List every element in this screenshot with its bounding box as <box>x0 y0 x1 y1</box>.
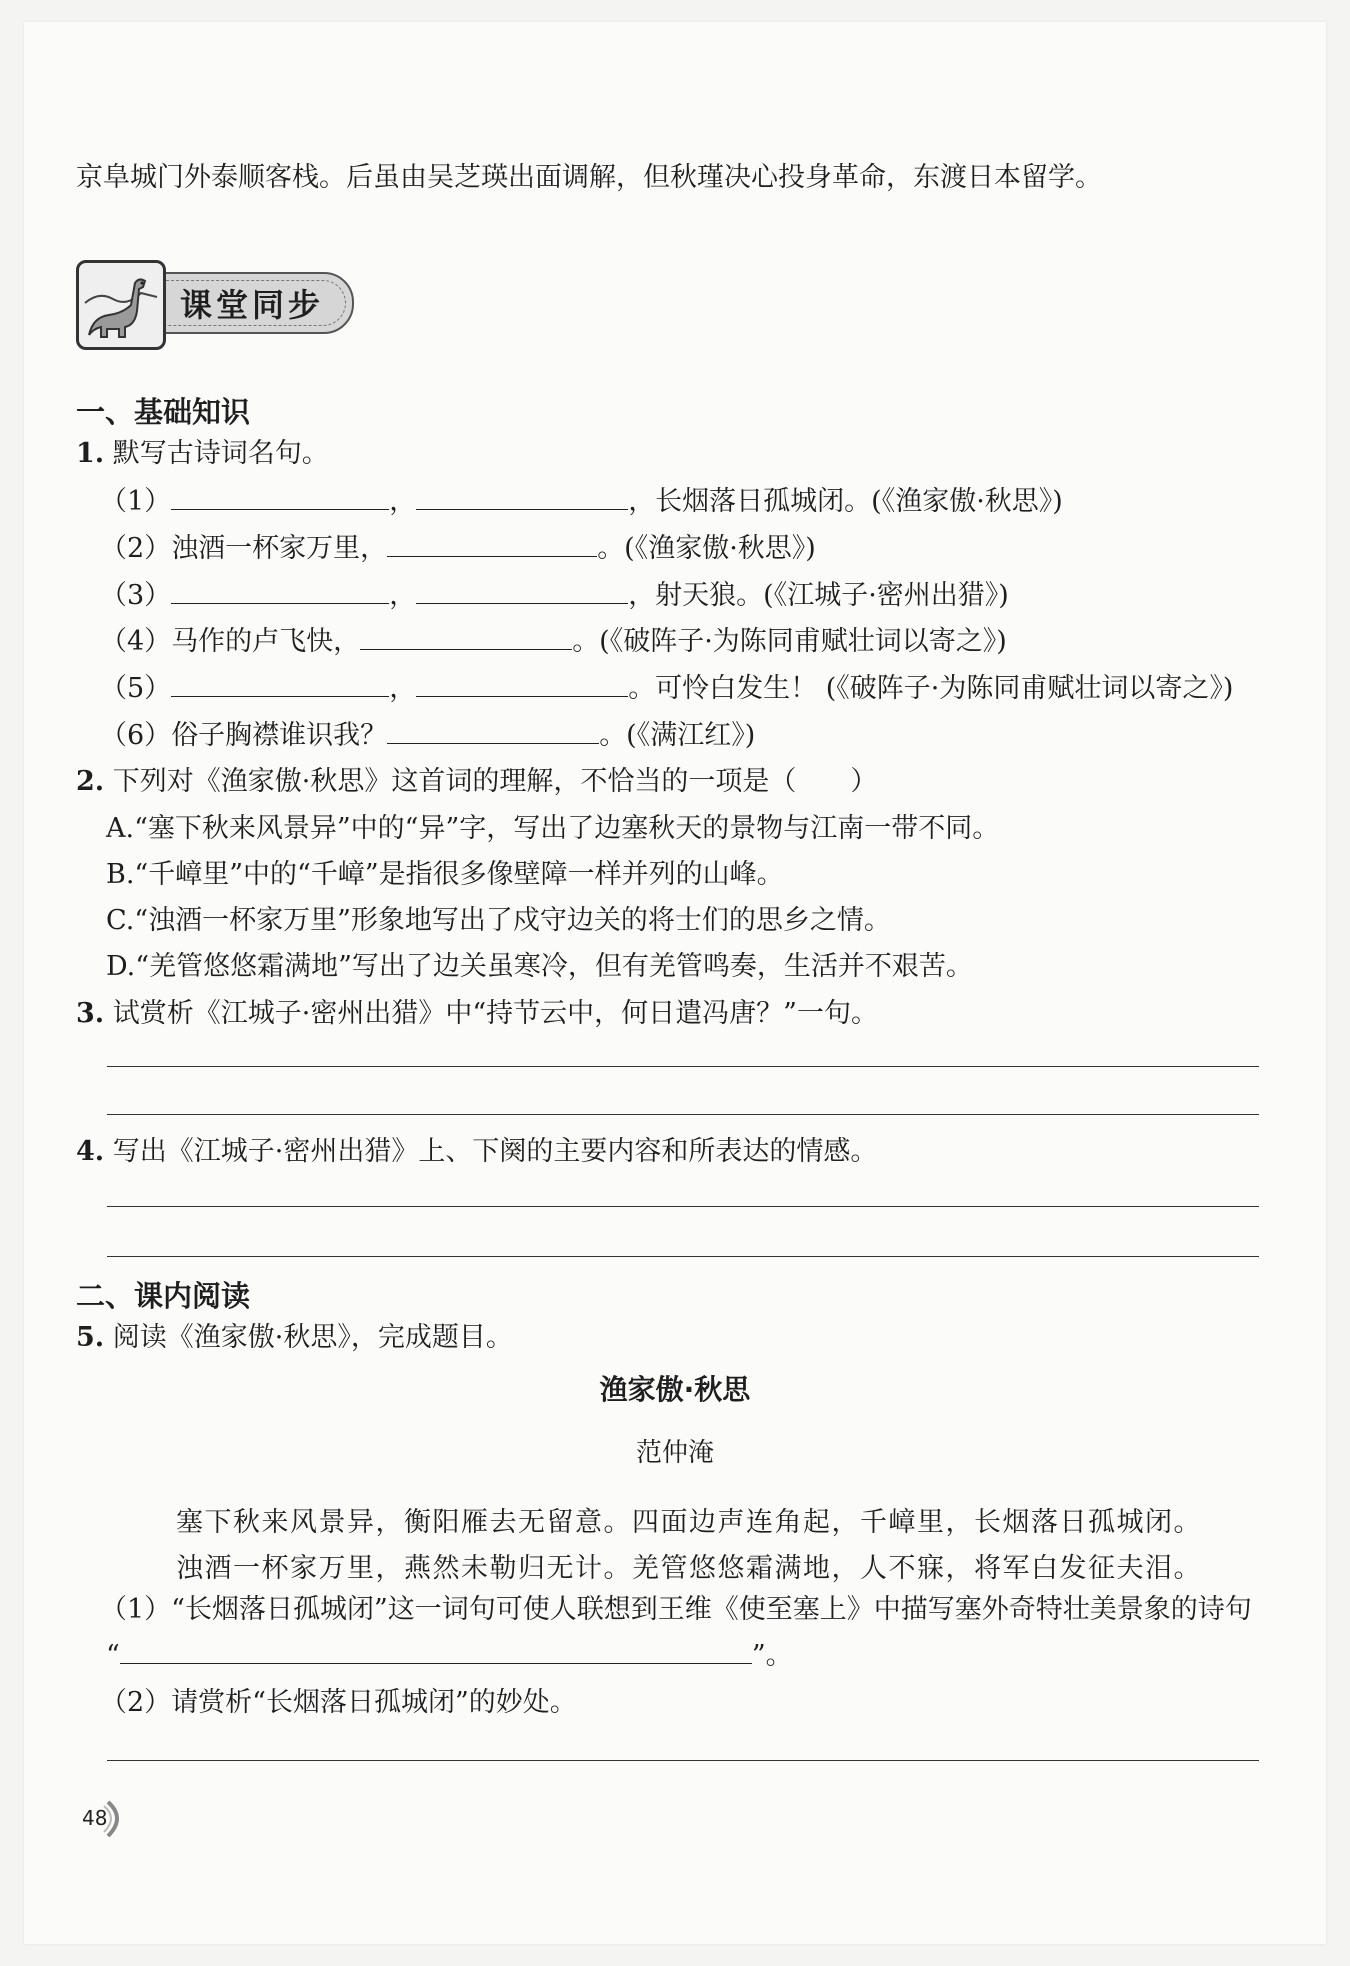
question-stem: 默写古诗词名句。 <box>112 438 329 469</box>
section-badge <box>76 260 354 344</box>
q1-item-2: （2）浊酒一杯家万里， 。(《渔家傲·秋思》) <box>100 533 816 564</box>
item-label: （5） <box>100 673 172 704</box>
question-number: 3. <box>76 998 105 1029</box>
answer-blank[interactable] <box>171 485 389 510</box>
answer-line[interactable] <box>107 1760 1259 1761</box>
answer-blank[interactable] <box>387 532 597 557</box>
question-stem: 试赏析《江城子·密州出猎》中“持节云中，何日遣冯唐？”一句。 <box>112 998 878 1029</box>
answer-line[interactable] <box>107 1256 1259 1257</box>
question-number: 4. <box>76 1136 105 1167</box>
poem-line-2: 浊酒一杯家万里，燕然未勒归无计。羌管悠悠霜满地，人不寐，将军白发征夫泪。 <box>176 1553 1202 1584</box>
q1-item-5: （5） ， 。可怜白发生！ (《破阵子·为陈同甫赋壮词以寄之》) <box>100 673 1234 704</box>
answer-blank[interactable] <box>416 672 628 697</box>
q2-option-d: D.“羌管悠悠霜满地”写出了边关虽寒冷，但有羌管鸣奏，生活并不艰苦。 <box>106 951 973 982</box>
question-4 <box>76 1134 877 1170</box>
question-number: 2. <box>76 766 105 797</box>
item-label: （6） <box>100 720 172 751</box>
question-2 <box>76 764 877 800</box>
q1-item-4: （4）马作的卢飞快， 。(《破阵子·为陈同甫赋壮词以寄之》) <box>100 626 1007 657</box>
poem-line-1: 塞下秋来风景异，衡阳雁去无留意。四面边声连角起，千嶂里，长烟落日孤城闭。 <box>176 1507 1202 1538</box>
answer-line[interactable] <box>107 1206 1259 1207</box>
section-title-basics: 一、基础知识 <box>76 395 251 429</box>
item-label: （3） <box>100 580 172 611</box>
answer-line[interactable] <box>107 1114 1259 1115</box>
question-stem: 下列对《渔家傲·秋思》这首词的理解，不恰当的一项是（ ） <box>112 766 878 797</box>
q2-option-b: B.“千嶂里”中的“千嶂”是指很多像壁障一样并列的山峰。 <box>106 859 784 890</box>
q5-sub-1: （1）“长烟落日孤城闭”这一词句可使人联想到王维《使至塞上》中描写塞外奇特壮美景象的诗句 <box>100 1594 1252 1625</box>
intro-text: 京阜城门外泰顺客栈。后虽由吴芝瑛出面调解，但秋瑾决心投身革命，东渡日本留学。 <box>76 162 1102 193</box>
answer-blank[interactable] <box>387 719 599 744</box>
q1-item-6: （6）俗子胸襟谁识我？ 。(《满江红》) <box>100 720 756 751</box>
poem-title: 渔家傲·秋思 <box>599 1373 751 1406</box>
answer-blank[interactable] <box>360 625 572 650</box>
item-label: （4） <box>100 626 172 657</box>
question-stem: 写出《江城子·密州出猎》上、下阕的主要内容和所表达的情感。 <box>112 1136 878 1167</box>
question-1 <box>76 436 329 472</box>
answer-blank[interactable] <box>416 485 628 510</box>
dinosaur-icon <box>76 260 166 350</box>
q5-sub-2: （2）请赏析“长烟落日孤城闭”的妙处。 <box>100 1687 577 1718</box>
poem-author: 范仲淹 <box>635 1438 714 1468</box>
question-3 <box>76 996 878 1032</box>
q2-option-a: A.“塞下秋来风景异”中的“异”字，写出了边塞秋天的景物与江南一带不同。 <box>106 813 1000 844</box>
page-number-badge <box>74 1798 126 1838</box>
answer-line[interactable] <box>107 1066 1259 1067</box>
item-label: （2） <box>100 533 172 564</box>
q2-option-c: C.“浊酒一杯家万里”形象地写出了戍守边关的将士们的思乡之情。 <box>106 905 891 936</box>
question-number: 5. <box>76 1322 105 1353</box>
badge-title: 课堂同步 <box>180 286 325 324</box>
question-5 <box>76 1320 513 1356</box>
answer-blank[interactable] <box>171 579 389 604</box>
item-label: （1） <box>100 486 172 517</box>
question-stem: 阅读《渔家傲·秋思》，完成题目。 <box>112 1322 513 1353</box>
section-title-reading: 二、课内阅读 <box>76 1279 251 1313</box>
question-number: 1. <box>76 438 105 469</box>
q5-sub-1-answer: “ ”。 <box>106 1640 793 1671</box>
q1-item-3: （3） ， ，射天狼。(《江城子·密州出猎》) <box>100 580 1009 611</box>
answer-blank[interactable] <box>120 1639 752 1664</box>
page-number: 48 <box>82 1806 108 1830</box>
answer-blank[interactable] <box>416 579 628 604</box>
answer-blank[interactable] <box>171 672 389 697</box>
q1-item-1: （1） ， ，长烟落日孤城闭。(《渔家傲·秋思》) <box>100 486 1063 517</box>
